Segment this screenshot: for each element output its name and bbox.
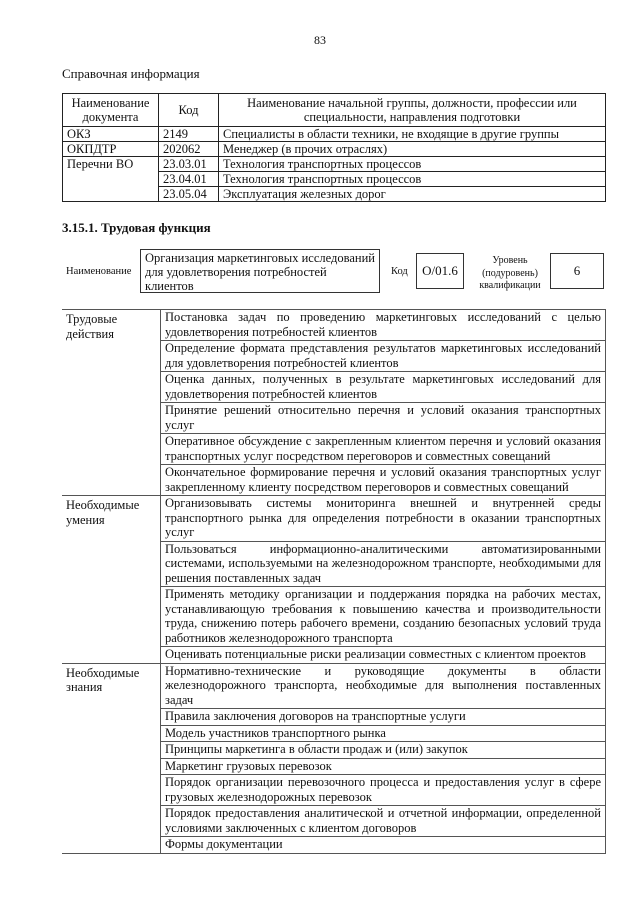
labor-action-item: Принятие решений относительно перечня и условий оказания транспортных услуг — [161, 403, 606, 434]
skill-item: Пользоваться информационно-аналитическими автоматизированными системами, используемыми на железнодорожном транспорте, необходимыми для решения поставленных задач — [161, 541, 606, 587]
row-code: 2149 — [159, 127, 219, 142]
knowledge-item: Порядок предоставления аналитической и отчетной информации, определенной условиями заключенных с клиентом договоров — [161, 806, 606, 837]
row-document: Перечни ВО — [63, 157, 159, 202]
qualification-level-label: Уровень (подуровень) квалификации — [479, 255, 541, 291]
table-row — [62, 496, 606, 542]
knowledge-item: Правила заключения договоров на транспортные услуги — [161, 709, 606, 726]
page-number: 83 — [314, 33, 326, 47]
knowledge-item: Формы документации — [161, 837, 606, 854]
function-name: Организация маркетинговых исследований для удовлетворения потребностей клиентов — [140, 249, 380, 293]
section-heading: 3.15.1. Трудовая функция — [62, 220, 211, 235]
knowledge-item: Принципы маркетинга в области продаж и (или) закупок — [161, 742, 606, 759]
skill-item: Организовывать системы мониторинга внешней и внутренней среды транспортного рынка для определения потребности в оказании транспортных услуг — [161, 496, 606, 542]
table-row — [63, 157, 606, 172]
row-name: Эксплуатация железных дорог — [219, 187, 606, 202]
row-code: 23.03.01 — [159, 157, 219, 172]
row-code: 202062 — [159, 142, 219, 157]
table-row — [62, 663, 606, 709]
reference-table — [62, 93, 606, 202]
skill-item: Применять методику организации и поддержания порядка на рабочих местах, устанавливающую требования к повышению качества и производительности труда, снижению потерь рабочего времени, созданию безопасных условий труда работников железнодорожного транспорта — [161, 587, 606, 647]
row-name: Менеджер (в прочих отраслях) — [219, 142, 606, 157]
function-name-label: Наименование — [66, 266, 132, 277]
table-row — [62, 310, 606, 341]
reference-header-row — [63, 94, 606, 127]
row-name: Технология транспортных процессов — [219, 157, 606, 172]
table-row — [63, 142, 606, 157]
reference-title: Справочная информация — [62, 66, 200, 81]
row-document: ОКПДТР — [63, 142, 159, 157]
labor-action-item: Оценка данных, полученных в результате маркетинговых исследований для удовлетворения потребностей клиентов — [161, 372, 606, 403]
table-row — [63, 127, 606, 142]
required-knowledge-label: Необходимые знания — [62, 663, 161, 853]
labor-action-item: Окончательное формирование перечня и условий оказания транспортных услуг закрепленному клиенту посредством переговоров и совместных совещаний — [161, 465, 606, 496]
labor-actions-label: Трудовые действия — [62, 310, 161, 496]
required-skills-label: Необходимые умения — [62, 496, 161, 664]
knowledge-item: Маркетинг грузовых перевозок — [161, 758, 606, 775]
header-code: Код — [159, 94, 219, 127]
qualification-level: 6 — [550, 253, 604, 289]
knowledge-item: Порядок организации перевозочного процесса и предоставления услуг в сфере грузовых железнодорожных перевозок — [161, 775, 606, 806]
function-code-label: Код — [391, 266, 408, 277]
header-name: Наименование начальной группы, должности, профессии или специальности, направления подготовки — [219, 94, 606, 127]
function-code: О/01.6 — [416, 253, 464, 289]
row-name: Специалисты в области техники, не входящие в другие группы — [219, 127, 606, 142]
row-name: Технология транспортных процессов — [219, 172, 606, 187]
knowledge-item: Нормативно-технические и руководящие документы в области железнодорожного транспорта, необходимые для выполнения поставленных задач — [161, 663, 606, 709]
labor-action-item: Постановка задач по проведению маркетинговых исследований с целью удовлетворения потребностей клиентов — [161, 310, 606, 341]
header-document: Наименование документа — [63, 94, 159, 127]
skill-item: Оценивать потенциальные риски реализации совместных с клиентом проектов — [161, 647, 606, 664]
labor-action-item: Оперативное обсуждение с закрепленным клиентом перечня и условий оказания транспортных услуг посредством переговоров и совместных совещаний — [161, 434, 606, 465]
row-document: ОКЗ — [63, 127, 159, 142]
row-code: 23.05.04 — [159, 187, 219, 202]
knowledge-item: Модель участников транспортного рынка — [161, 725, 606, 742]
function-details-table — [62, 309, 606, 854]
row-code: 23.04.01 — [159, 172, 219, 187]
labor-action-item: Определение формата представления результатов маркетинговых исследований для удовлетворения потребностей клиентов — [161, 341, 606, 372]
